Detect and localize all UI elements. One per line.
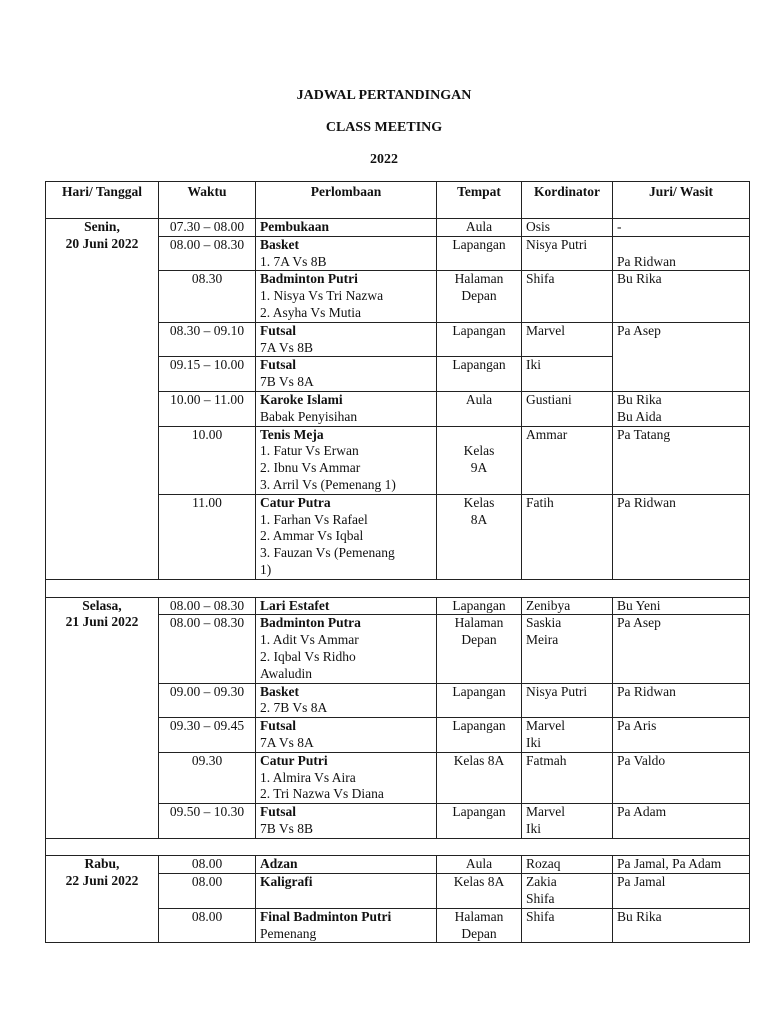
event-cell — [256, 494, 437, 579]
venue-line: Halaman — [454, 908, 504, 924]
referee-line: Bu Rika — [617, 391, 662, 407]
event-cell — [256, 718, 437, 753]
event-name: Basket — [260, 236, 300, 252]
event-detail: 1. Almira Vs Aira — [260, 769, 356, 785]
event-name: Karoke Islami — [260, 391, 343, 407]
day-cell — [46, 856, 159, 943]
venue-line: Lapangan — [452, 597, 506, 613]
event-cell — [256, 219, 437, 237]
event-cell — [256, 271, 437, 322]
venue-line: Lapangan — [452, 683, 506, 699]
venue-line: Aula — [465, 391, 493, 407]
event-detail: 3. Fauzan Vs (Pemenang — [260, 545, 395, 561]
event-detail: 2. Iqbal Vs Ridho — [260, 648, 356, 664]
coordinator-cell — [522, 426, 613, 494]
time-cell: 09.50 – 10.30 — [159, 804, 256, 839]
referee-line: Pa Ridwan — [617, 253, 676, 269]
venue-cell — [437, 322, 522, 357]
time-cell: 08.00 – 08.30 — [159, 236, 256, 271]
venue-line: Kelas 8A — [453, 874, 505, 890]
event-detail: 7A Vs 8B — [260, 339, 314, 355]
table-row — [46, 597, 750, 615]
time-cell: 08.30 — [159, 271, 256, 322]
event-cell — [256, 391, 437, 426]
day-date: 22 Juni 2022 — [65, 873, 139, 889]
venue-line: Lapangan — [452, 804, 506, 820]
col-header-waktu: Waktu — [159, 182, 256, 219]
time-cell: 09.30 – 09.45 — [159, 718, 256, 753]
event-cell — [256, 804, 437, 839]
referee-line: Pa Adam — [617, 804, 667, 820]
venue-cell — [437, 718, 522, 753]
venue-cell — [437, 391, 522, 426]
table-row — [46, 219, 750, 237]
venue-cell — [437, 804, 522, 839]
document-title: JADWAL PERTANDINGAN — [296, 88, 472, 103]
venue-cell — [437, 426, 522, 494]
referee-line: Pa Jamal, Pa Adam — [617, 856, 722, 872]
event-name: Catur Putra — [260, 494, 331, 510]
separator-cell — [46, 579, 750, 597]
referee-cell — [613, 494, 750, 579]
event-name: Tenis Meja — [260, 426, 324, 442]
venue-line: Depan — [461, 632, 497, 648]
event-name: Futsal — [260, 357, 297, 373]
time-cell: 07.30 – 08.00 — [159, 219, 256, 237]
coordinator-cell — [522, 357, 613, 392]
referee-cell — [613, 597, 750, 615]
col-header-juri: Juri/ Wasit — [613, 182, 750, 219]
event-cell — [256, 683, 437, 718]
event-detail: 7A Vs 8A — [260, 734, 314, 750]
venue-line: 9A — [470, 460, 488, 476]
venue-cell — [437, 683, 522, 718]
col-header-perlombaan: Perlombaan — [256, 182, 437, 219]
coordinator-cell — [522, 615, 613, 683]
referee-cell — [613, 236, 750, 271]
coordinator-line: Zakia — [526, 874, 557, 890]
coordinator-line: Ammar — [526, 426, 568, 442]
coordinator-line: Marvel — [526, 718, 565, 734]
venue-line: Kelas — [463, 494, 495, 510]
coordinator-line: Fatih — [526, 494, 554, 510]
coordinator-line: Marvel — [526, 322, 565, 338]
venue-line: Lapangan — [452, 236, 506, 252]
coordinator-line: Shifa — [526, 891, 555, 907]
coordinator-cell — [522, 322, 613, 357]
coordinator-cell — [522, 752, 613, 803]
event-detail: Babak Penyisihan — [260, 408, 358, 424]
coordinator-line: Saskia — [526, 615, 562, 631]
table-row — [46, 856, 750, 874]
event-detail: 2. Tri Nazwa Vs Diana — [260, 786, 384, 802]
coordinator-cell — [522, 908, 613, 943]
event-detail: 2. Ammar Vs Iqbal — [260, 528, 364, 544]
venue-cell — [437, 615, 522, 683]
coordinator-cell — [522, 683, 613, 718]
time-cell: 08.00 — [159, 856, 256, 874]
venue-line: Depan — [461, 288, 497, 304]
event-name: Pembukaan — [260, 219, 330, 234]
event-detail: 7B Vs 8B — [260, 820, 314, 836]
referee-cell — [613, 856, 750, 874]
coordinator-line: Iki — [526, 357, 541, 373]
referee-cell — [613, 804, 750, 839]
event-cell — [256, 322, 437, 357]
event-detail: 3. Arril Vs (Pemenang 1) — [260, 476, 396, 492]
venue-cell — [437, 597, 522, 615]
day-name: Selasa, — [82, 597, 122, 613]
coordinator-line: Shifa — [526, 908, 555, 924]
col-header-kordinator: Kordinator — [522, 182, 613, 219]
event-name: Futsal — [260, 322, 297, 338]
referee-cell — [613, 908, 750, 943]
coordinator-line: Osis — [526, 219, 551, 234]
referee-line: Bu Yeni — [617, 597, 661, 613]
referee-line: Pa Ridwan — [617, 683, 676, 699]
referee-cell — [613, 615, 750, 683]
coordinator-line: Fatmah — [526, 752, 567, 768]
event-name: Final Badminton Putri — [260, 908, 392, 924]
document-header — [0, 86, 768, 182]
referee-line: Pa Jamal — [617, 874, 666, 890]
referee-line: - — [617, 219, 622, 234]
event-detail: Awaludin — [260, 665, 313, 681]
venue-cell — [437, 856, 522, 874]
venue-cell — [437, 236, 522, 271]
event-detail: 1. Adit Vs Ammar — [260, 632, 359, 648]
time-cell: 10.00 – 11.00 — [159, 391, 256, 426]
event-name: Futsal — [260, 718, 297, 734]
document-year: 2022 — [370, 152, 398, 167]
venue-cell — [437, 874, 522, 909]
referee-cell — [613, 718, 750, 753]
time-cell: 09.30 — [159, 752, 256, 803]
col-header-hari: Hari/ Tanggal — [46, 182, 159, 219]
schedule-table — [45, 181, 750, 943]
event-detail: 7B Vs 8A — [260, 374, 314, 390]
venue-line: Kelas 8A — [453, 752, 505, 768]
event-name: Futsal — [260, 804, 297, 820]
separator-row — [46, 579, 750, 597]
event-cell — [256, 615, 437, 683]
venue-line: Depan — [461, 925, 497, 941]
day-name: Rabu, — [84, 856, 120, 872]
venue-cell — [437, 219, 522, 237]
coordinator-cell — [522, 236, 613, 271]
coordinator-cell — [522, 874, 613, 909]
coordinator-line: Zenibya — [526, 597, 571, 613]
venue-line: Aula — [465, 219, 493, 234]
referee-line: Pa Aris — [617, 718, 657, 734]
time-cell: 11.00 — [159, 494, 256, 579]
referee-cell — [613, 683, 750, 718]
coordinator-line: Rozaq — [526, 856, 561, 872]
event-cell — [256, 908, 437, 943]
coordinator-line: Shifa — [526, 271, 555, 287]
referee-cell — [613, 219, 750, 237]
referee-line — [617, 237, 745, 254]
venue-cell — [437, 494, 522, 579]
referee-line: Bu Rika — [617, 271, 662, 287]
event-name: Badminton Putra — [260, 615, 361, 631]
event-cell — [256, 236, 437, 271]
day-cell — [46, 597, 159, 838]
table-header-row — [46, 182, 750, 219]
venue-line: Lapangan — [452, 718, 506, 734]
referee-line: Bu Rika — [617, 908, 662, 924]
event-cell — [256, 597, 437, 615]
venue-cell — [437, 357, 522, 392]
separator-row — [46, 838, 750, 856]
venue-cell — [437, 752, 522, 803]
referee-cell — [613, 271, 750, 322]
event-detail: 1. 7A Vs 8B — [260, 253, 327, 269]
referee-line: Pa Tatang — [617, 426, 671, 442]
coordinator-cell — [522, 718, 613, 753]
event-name: Catur Putri — [260, 752, 328, 768]
event-name: Badminton Putri — [260, 271, 358, 287]
col-header-tempat: Tempat — [437, 182, 522, 219]
venue-line: Lapangan — [452, 357, 506, 373]
coordinator-cell — [522, 804, 613, 839]
venue-line — [441, 427, 517, 444]
event-detail: 2. Asyha Vs Mutia — [260, 304, 362, 320]
referee-line: Pa Ridwan — [617, 494, 676, 510]
time-cell: 08.00 – 08.30 — [159, 615, 256, 683]
time-cell: 09.15 – 10.00 — [159, 357, 256, 392]
coordinator-line: Gustiani — [526, 391, 572, 407]
day-name: Senin, — [84, 219, 120, 234]
venue-line: Aula — [465, 856, 493, 872]
event-detail: 2. Ibnu Vs Ammar — [260, 460, 361, 476]
coordinator-line: Meira — [526, 632, 559, 648]
referee-cell — [613, 752, 750, 803]
coordinator-cell — [522, 219, 613, 237]
coordinator-cell — [522, 271, 613, 322]
event-detail: 1. Farhan Vs Rafael — [260, 511, 368, 527]
event-cell — [256, 856, 437, 874]
event-name: Lari Estafet — [260, 597, 330, 613]
referee-cell — [613, 874, 750, 909]
time-cell: 10.00 — [159, 426, 256, 494]
coordinator-cell — [522, 494, 613, 579]
venue-line: 8A — [470, 511, 488, 527]
event-detail: 1) — [260, 561, 272, 577]
event-detail: 1. Fatur Vs Erwan — [260, 443, 359, 459]
coordinator-line: Iki — [526, 734, 541, 750]
referee-line: Pa Asep — [617, 322, 661, 338]
event-cell — [256, 426, 437, 494]
venue-line: Kelas — [463, 443, 495, 459]
event-detail: Pemenang — [260, 925, 317, 941]
referee-cell — [613, 391, 750, 426]
referee-line: Pa Valdo — [617, 752, 666, 768]
event-cell — [256, 752, 437, 803]
day-date: 21 Juni 2022 — [65, 614, 139, 630]
coordinator-line: Iki — [526, 820, 541, 836]
coordinator-line: Marvel — [526, 804, 565, 820]
time-cell: 09.00 – 09.30 — [159, 683, 256, 718]
time-cell: 08.00 – 08.30 — [159, 597, 256, 615]
event-name: Basket — [260, 683, 300, 699]
day-cell — [46, 219, 159, 580]
event-name: Kaligrafi — [260, 874, 313, 890]
referee-cell — [613, 322, 750, 391]
venue-cell — [437, 908, 522, 943]
coordinator-cell — [522, 856, 613, 874]
coordinator-line: Nisya Putri — [526, 236, 588, 252]
coordinator-cell — [522, 597, 613, 615]
referee-cell — [613, 426, 750, 494]
time-cell: 08.30 – 09.10 — [159, 322, 256, 357]
referee-line: Pa Asep — [617, 615, 661, 631]
time-cell: 08.00 — [159, 874, 256, 909]
event-cell — [256, 874, 437, 909]
venue-cell — [437, 271, 522, 322]
event-name: Adzan — [260, 856, 298, 872]
coordinator-line: Nisya Putri — [526, 683, 588, 699]
event-detail: 2. 7B Vs 8A — [260, 700, 328, 716]
document-subtitle: CLASS MEETING — [325, 120, 443, 135]
day-date: 20 Juni 2022 — [65, 235, 139, 251]
event-detail: 1. Nisya Vs Tri Nazwa — [260, 288, 384, 304]
referee-line: Bu Aida — [617, 408, 662, 424]
venue-line: Halaman — [454, 271, 504, 287]
event-cell — [256, 357, 437, 392]
venue-line: Lapangan — [452, 322, 506, 338]
separator-cell — [46, 838, 750, 856]
coordinator-cell — [522, 391, 613, 426]
venue-line: Halaman — [454, 615, 504, 631]
time-cell: 08.00 — [159, 908, 256, 943]
